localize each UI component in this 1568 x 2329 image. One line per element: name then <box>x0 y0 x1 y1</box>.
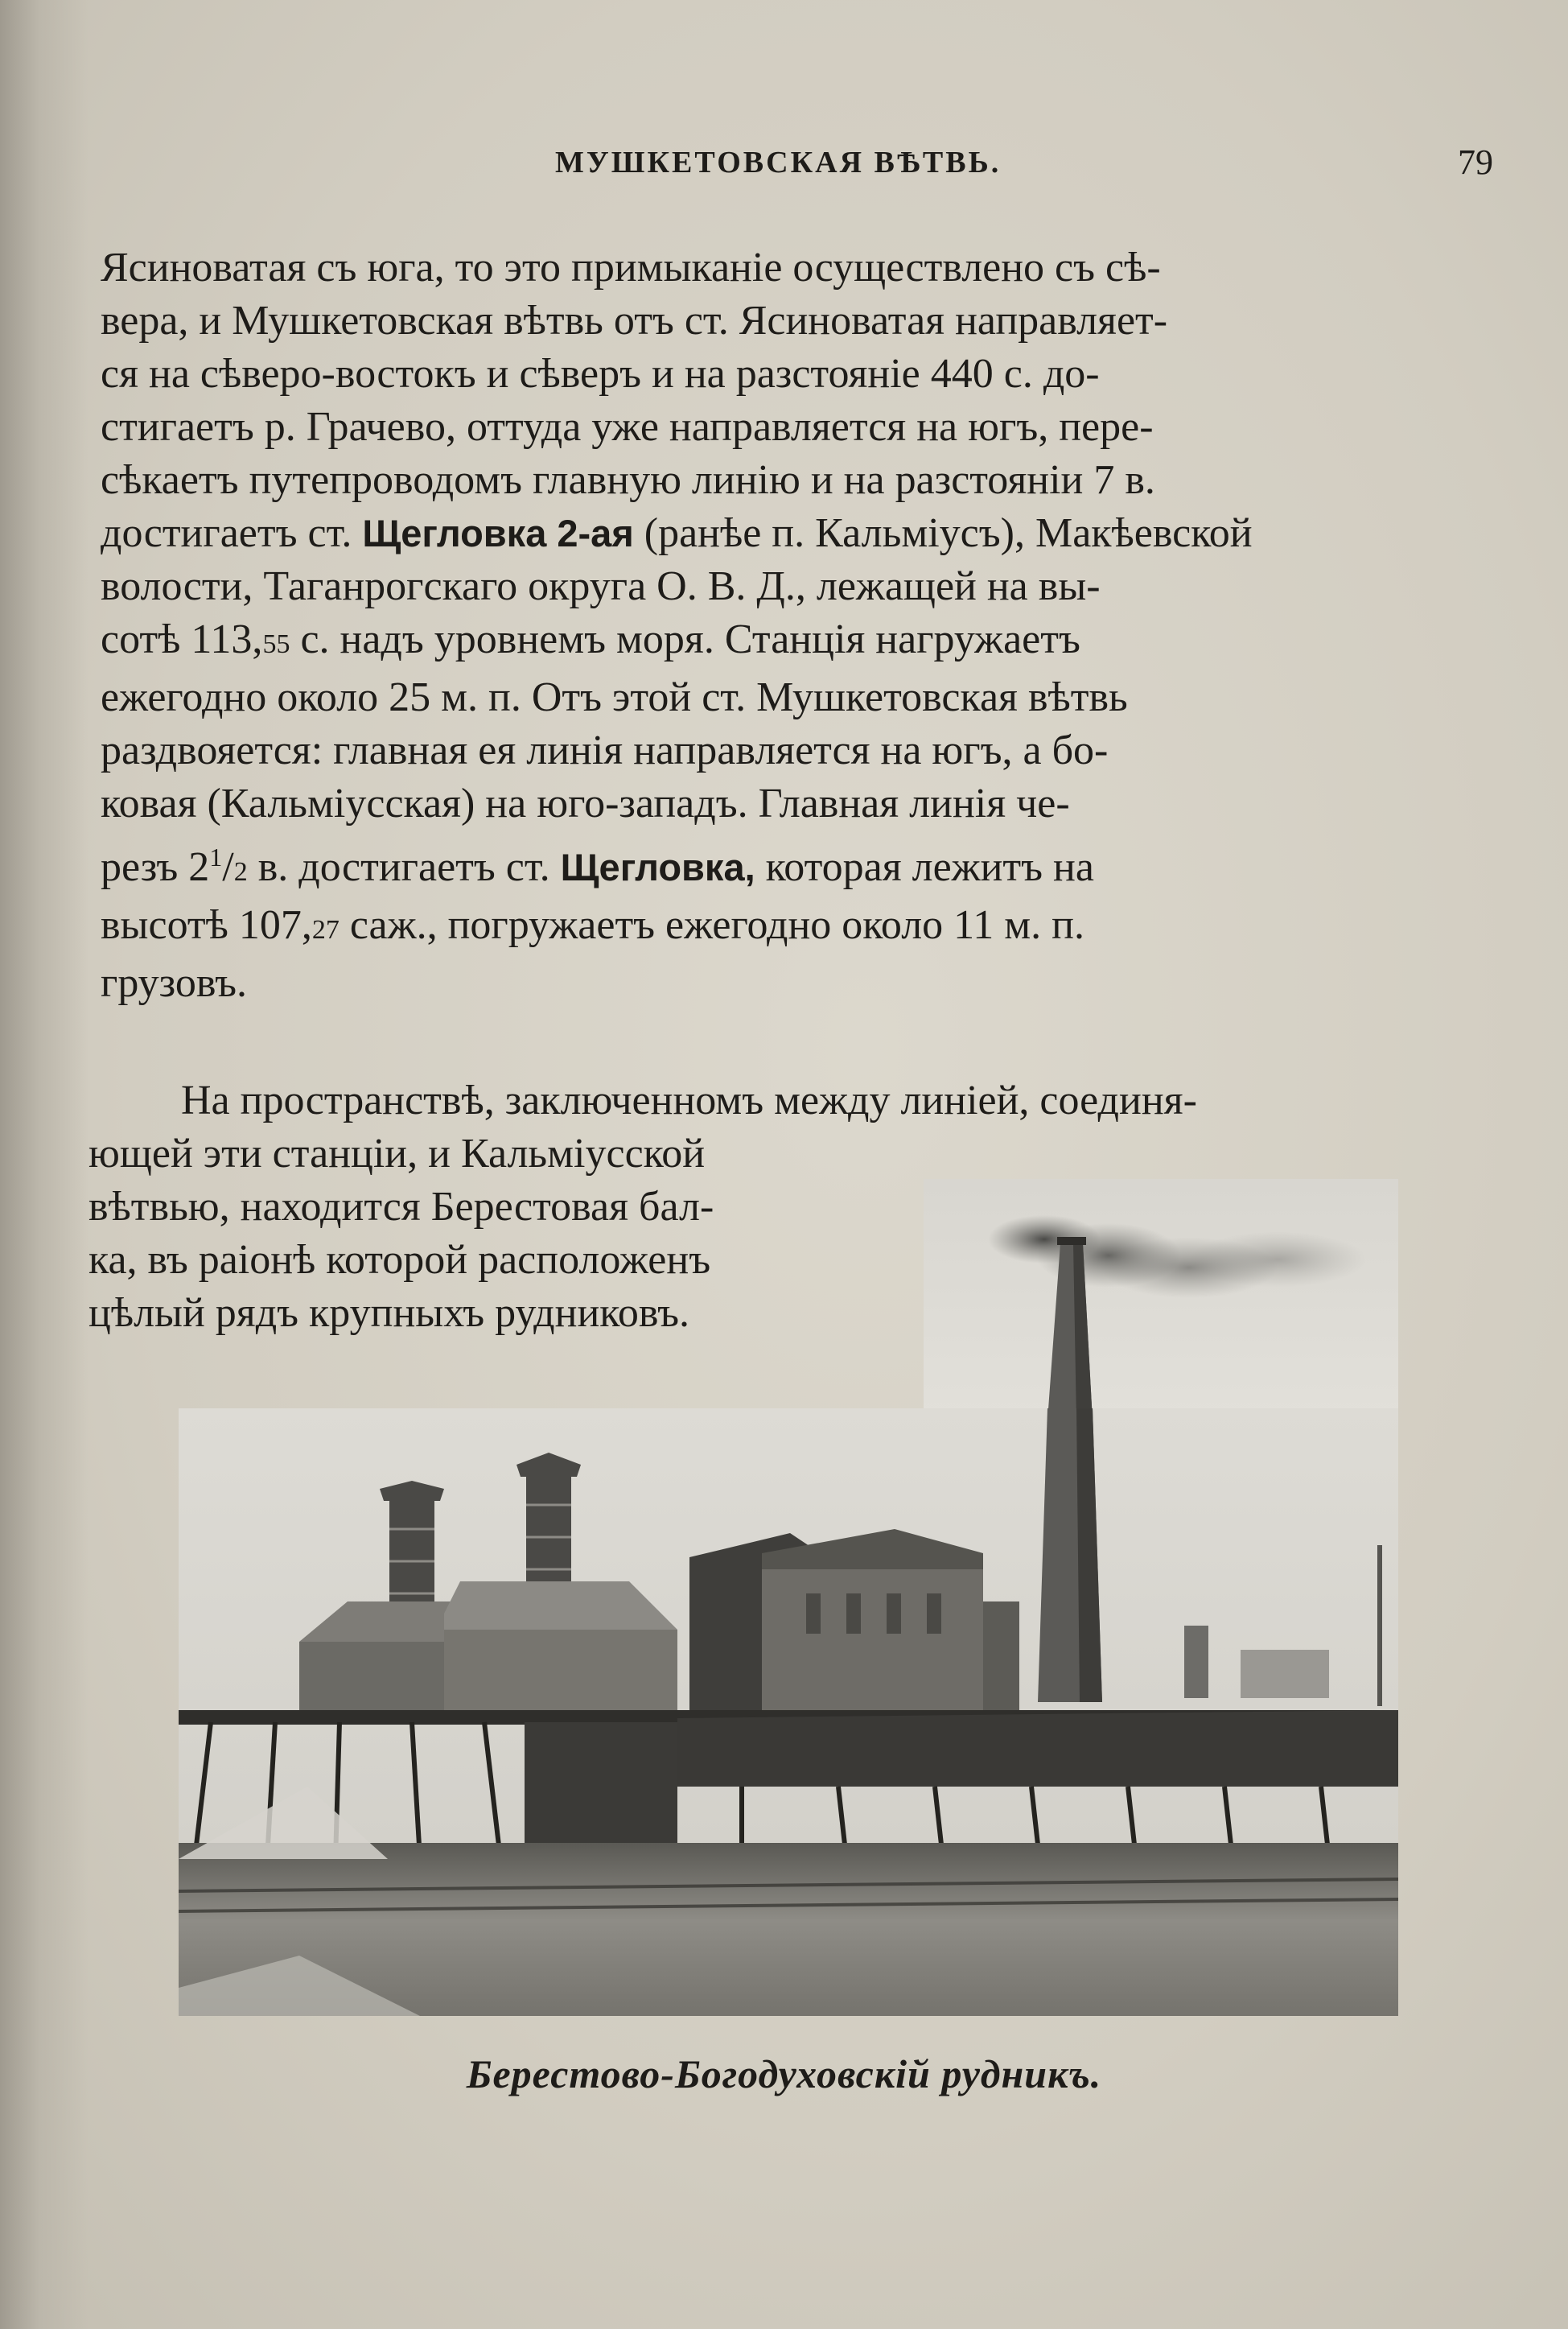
paragraph-2-first-line: На пространствѣ, заключенномъ между линіей, соединя- <box>181 1078 1197 1123</box>
text-line: Ясиноватая съ юга, то это примыканіе осуществлено съ сѣ- <box>101 245 1161 291</box>
station-name: Щегловка, <box>560 846 755 888</box>
text-line <box>101 613 1496 671</box>
text-fragment: которая лежитъ на <box>765 844 1094 890</box>
decimal-subscript: 55 <box>262 629 290 659</box>
text-fragment: резъ 2 <box>101 844 210 890</box>
text-line: вѣтвью, находится Берестовая бал- <box>88 1184 714 1230</box>
fraction-denominator: 2 <box>233 857 248 887</box>
text-line: волости, Таганрогскаго округа О. В. Д., лежащей на вы- <box>101 563 1101 609</box>
text-line: ся на сѣверо-востокъ и сѣверъ и на разстояніе 440 с. до- <box>101 351 1100 397</box>
fraction-numerator: 1 <box>209 843 223 872</box>
text-line: вера, и Мушкетовская вѣтвь отъ ст. Ясиноватая направляет- <box>101 298 1168 344</box>
text-line: цѣлый рядъ крупныхъ рудниковъ. <box>88 1290 690 1336</box>
text-fragment: саж., погружаетъ ежегодно около 11 м. п. <box>349 902 1084 948</box>
text-line: ежегодно около 25 м. п. Отъ этой ст. Мушкетовская вѣтвь <box>101 674 1128 720</box>
text-fragment: достигаетъ ст. <box>101 510 352 556</box>
text-fragment: высотѣ 107, <box>101 902 312 948</box>
paragraph-1 <box>101 241 1496 1010</box>
text-line: раздвояется: главная ея линія направляется на югъ, а бо- <box>101 728 1109 773</box>
station-name: Щегловка 2-ая <box>362 512 634 554</box>
text-line: грузовъ. <box>101 960 248 1006</box>
text-fragment: с. надъ уровнемъ моря. Станція нагружаетъ <box>300 616 1080 662</box>
text-line: ковая (Кальміусская) на юго-западъ. Главная линія че- <box>101 781 1070 826</box>
decimal-subscript: 27 <box>311 915 340 945</box>
page-number: 79 <box>1458 142 1493 182</box>
page-gutter-shadow <box>0 0 88 2329</box>
mine-photo-main <box>179 1408 1398 2016</box>
text-fragment: сотѣ 113, <box>101 616 263 662</box>
text-line: ющей эти станціи, и Кальміусской <box>88 1131 706 1177</box>
text-line <box>101 507 1496 560</box>
chapter-title: МУШКЕТОВСКАЯ ВѢТВЬ. <box>555 146 1002 179</box>
text-line: сѣкаетъ путепроводомъ главную линію и на разстояніи 7 в. <box>101 457 1155 503</box>
mine-photo-top <box>924 1179 1398 1420</box>
running-head <box>0 142 1568 193</box>
text-fragment: (ранѣе п. Кальміусъ), Макѣевской <box>644 510 1253 556</box>
text-line: ка, въ раіонѣ которой расположенъ <box>88 1237 711 1283</box>
text-fragment: в. достигаетъ ст. <box>257 844 550 890</box>
text-line <box>101 899 1496 957</box>
fraction-separator: / <box>222 844 234 890</box>
photo-caption: Берестово-Богодуховскій рудникъ. <box>466 2051 1102 2096</box>
text-line <box>101 831 1496 899</box>
paragraph-2-wrapped-lines <box>88 1127 885 1340</box>
text-line: стигаетъ р. Грачево, оттуда уже направляется на югъ, пере- <box>101 404 1154 450</box>
